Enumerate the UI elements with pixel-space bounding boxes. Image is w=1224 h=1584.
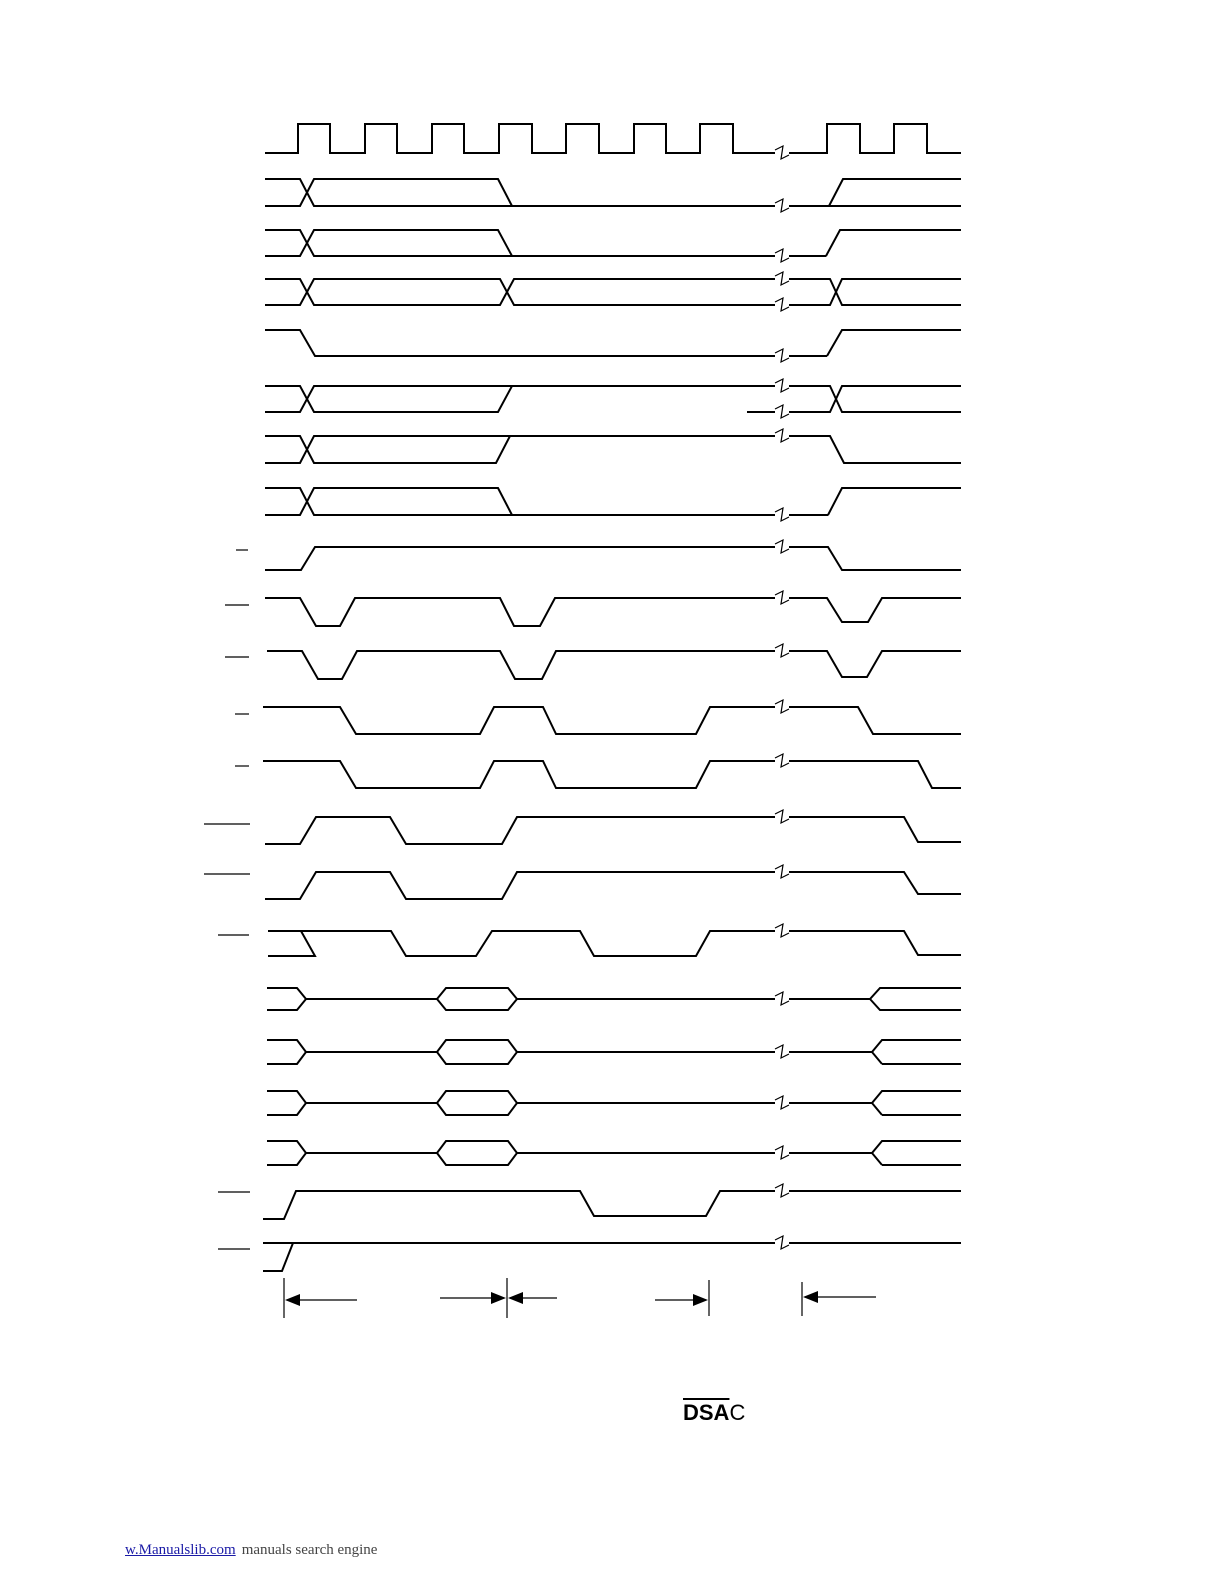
break-mark-row-1 [775, 146, 789, 159]
break-mark-row-20 [775, 1146, 789, 1159]
arrowhead-left-1 [285, 1294, 300, 1306]
data-bus-row-19 [267, 1091, 961, 1115]
signal-row-12 [263, 707, 961, 734]
break-mark-row-14 [775, 810, 789, 823]
clock-waveform [265, 124, 961, 153]
signal-row-10 [265, 598, 961, 626]
break-mark-row-21 [775, 1184, 789, 1197]
signal-row-8 [265, 488, 961, 515]
signal-row-16 [268, 931, 961, 956]
break-mark-row-3 [775, 249, 789, 262]
break-mark-row-2 [775, 199, 789, 212]
break-mark-row-4-top [775, 272, 789, 285]
data-bus-row-17 [267, 988, 961, 1010]
data-bus-row-18 [267, 1040, 961, 1064]
break-mark-row-6-bottom [775, 405, 789, 418]
manualslib-link[interactable]: w.Manualslib.com [125, 1542, 236, 1558]
break-mark-row-6-top [775, 379, 789, 392]
signal-row-11 [267, 651, 961, 679]
signal-row-3 [265, 230, 961, 256]
figure-caption [683, 1400, 745, 1426]
arrowhead-left-3 [803, 1291, 818, 1303]
signal-row-2 [265, 179, 961, 206]
signal-row-22 [263, 1243, 961, 1271]
arrowhead-left-2 [508, 1292, 523, 1304]
signal-row-21 [263, 1191, 961, 1219]
signal-row-4-address-bus [265, 279, 961, 305]
arrowhead-right-1 [491, 1292, 506, 1304]
break-mark-row-8 [775, 508, 789, 521]
caption-c: C [729, 1400, 746, 1425]
signal-row-15 [265, 872, 961, 899]
break-mark-row-7 [775, 429, 789, 442]
footer-tagline: manuals search engine [241, 1542, 378, 1558]
signal-row-7 [265, 436, 961, 463]
break-mark-row-11 [775, 644, 789, 657]
caption-dsa: $\overline{DSA}$ [683, 1400, 730, 1425]
break-mark-row-17 [775, 992, 789, 1005]
data-bus-row-20 [267, 1141, 961, 1165]
footer [125, 1542, 377, 1559]
arrowhead-right-2 [693, 1294, 708, 1306]
break-mark-row-22 [775, 1236, 789, 1249]
break-mark-row-9 [775, 540, 789, 553]
break-mark-row-13 [775, 754, 789, 767]
signal-row-13 [263, 761, 961, 788]
break-mark-row-10 [775, 591, 789, 604]
break-mark-row-15 [775, 865, 789, 878]
break-mark-row-16 [775, 924, 789, 937]
break-mark-row-5 [775, 349, 789, 362]
signal-row-5 [265, 330, 961, 356]
break-mark-row-19 [775, 1096, 789, 1109]
signal-row-14 [265, 817, 961, 844]
signal-row-6 [265, 386, 961, 412]
break-mark-row-4-bottom [775, 298, 789, 311]
break-mark-row-12 [775, 700, 789, 713]
signal-row-9 [265, 547, 961, 570]
break-mark-row-18 [775, 1045, 789, 1058]
